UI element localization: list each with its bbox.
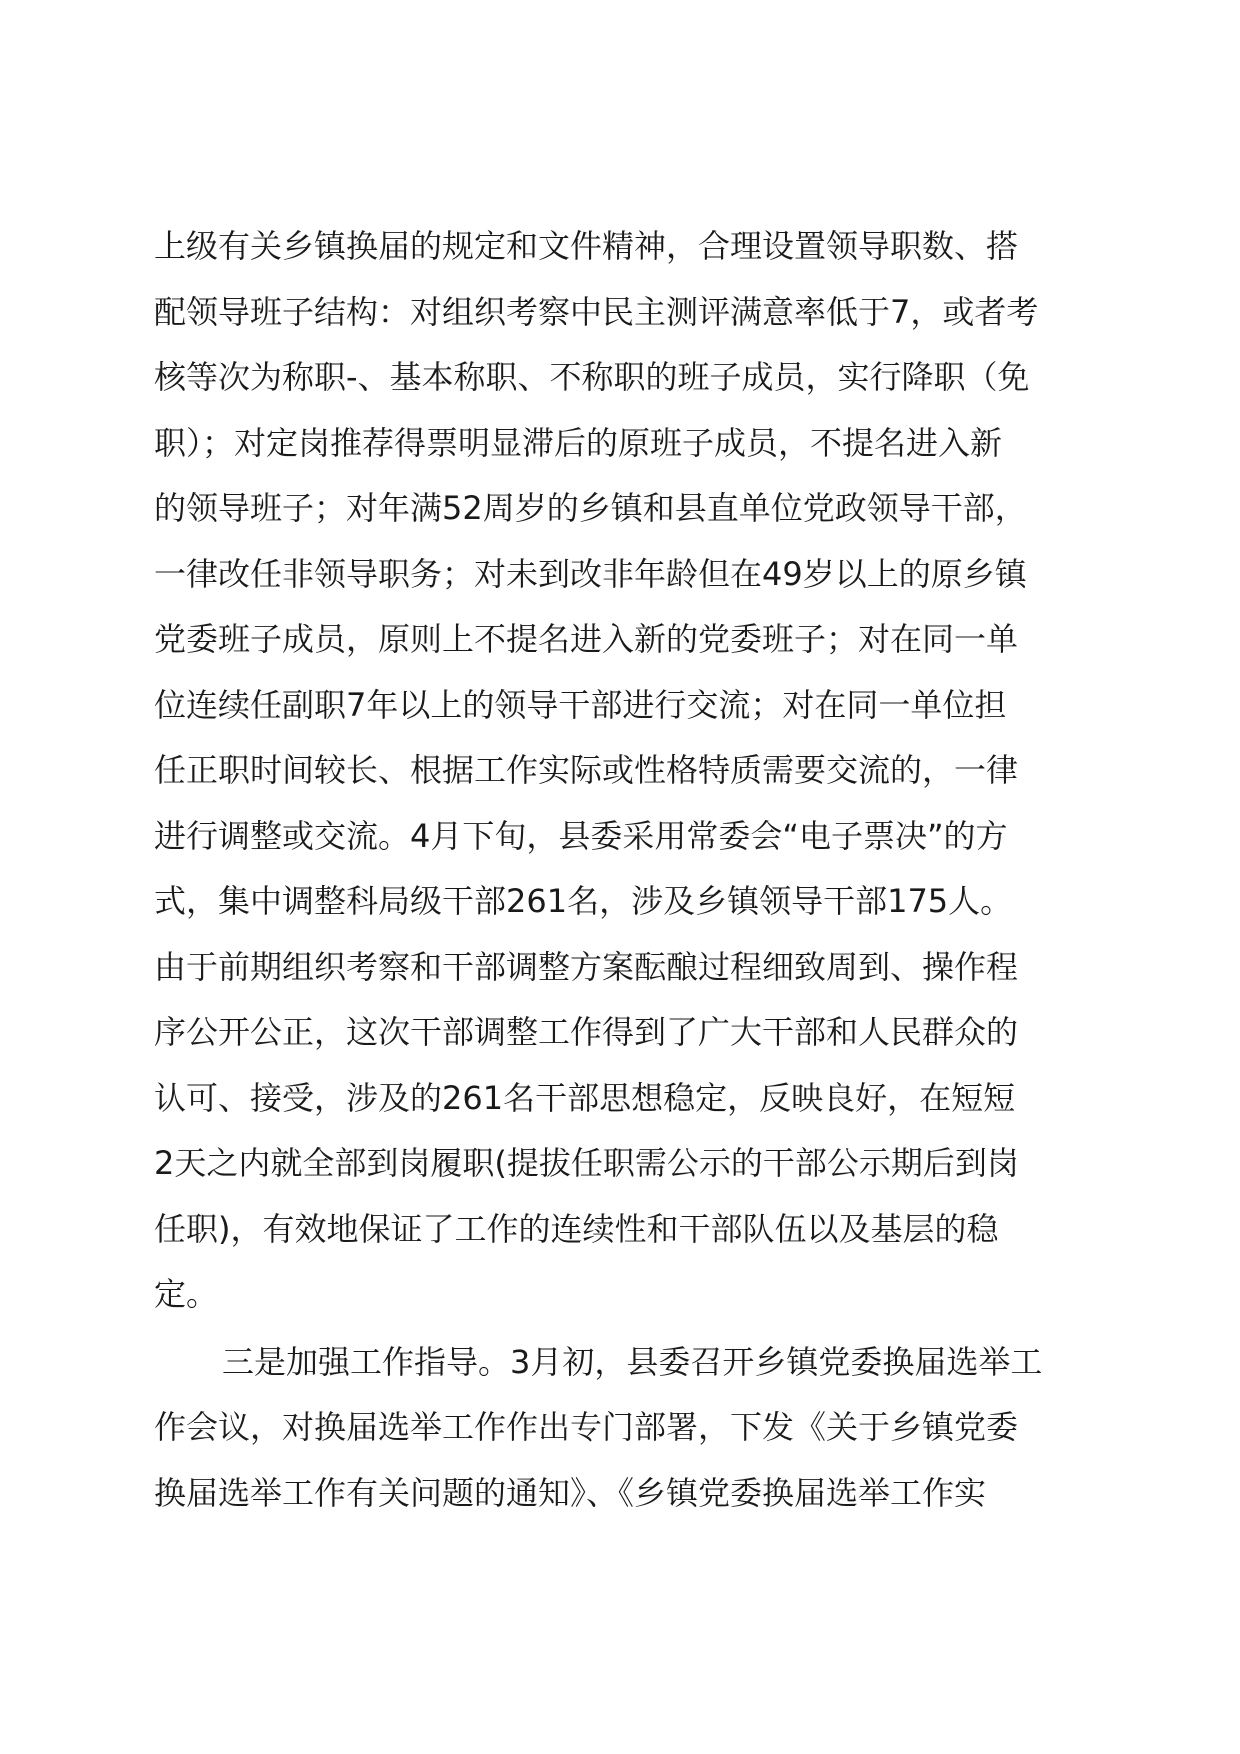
text-line: 式，集中调整科局级干部261名，涉及乡镇领导干部175人。 xyxy=(154,882,1013,920)
text-line: 一律改任非领导职务；对未到改非年龄但在49岁以上的原乡镇 xyxy=(154,554,1027,593)
text-line: 定。 xyxy=(154,1275,219,1313)
text-line: 作会议，对换届选举工作作出专门部署，下发《关于乡镇党委 xyxy=(154,1408,1019,1446)
text-line: 序公开公正，这次干部调整工作得到了广大干部和人民群众的 xyxy=(154,1013,1019,1051)
text-line: 任正职时间较长、根据工作实际或性格特质需要交流的，一律 xyxy=(154,751,1019,789)
text-line: 位连续任副职7年以上的领导干部进行交流；对在同一单位担 xyxy=(154,685,1007,724)
text-line: 党委班子成员，原则上不提名进入新的党委班子；对在同一单 xyxy=(154,620,1019,658)
text-line: 核等次为称职-、基本称职、不称职的班子成员，实行降职（免 xyxy=(154,358,1030,396)
text-line: 任职)，有效地保证了工作的连续性和干部队伍以及基层的稳 xyxy=(154,1209,999,1248)
text-line: 2天之内就全部到岗履职(提拔任职需公示的干部公示期后到岗 xyxy=(154,1144,1019,1182)
text-line: 配领导班子结构：对组织考察中民主测评满意率低于7，或者考 xyxy=(154,292,1039,331)
text-line: 换届选举工作有关问题的通知》、《乡镇党委换届选举工作实 xyxy=(154,1473,987,1512)
text-line: 进行调整或交流。4月下旬，县委采用常委会“电子票决”的方 xyxy=(154,816,1008,855)
text-line: 认可、接受，涉及的261名干部思想稳定，反映良好，在短短 xyxy=(154,1078,1016,1117)
document-body xyxy=(154,214,1094,1526)
text-line: 上级有关乡镇换届的规定和文件精神，合理设置领导职数、搭 xyxy=(154,227,1019,265)
text-line: 的领导班子；对年满52周岁的乡镇和县直单位党政领导干部， xyxy=(154,489,1027,527)
paragraph-first-line: 三是加强工作指导。3月初，县委召开乡镇党委换届选举工 xyxy=(222,1342,1043,1381)
text-line: 由于前期组织考察和干部调整方案酝酿过程细致周到、操作程 xyxy=(154,947,1019,986)
text-line: 职）；对定岗推荐得票明显滞后的原班子成员，不提名进入新 xyxy=(154,423,1003,462)
